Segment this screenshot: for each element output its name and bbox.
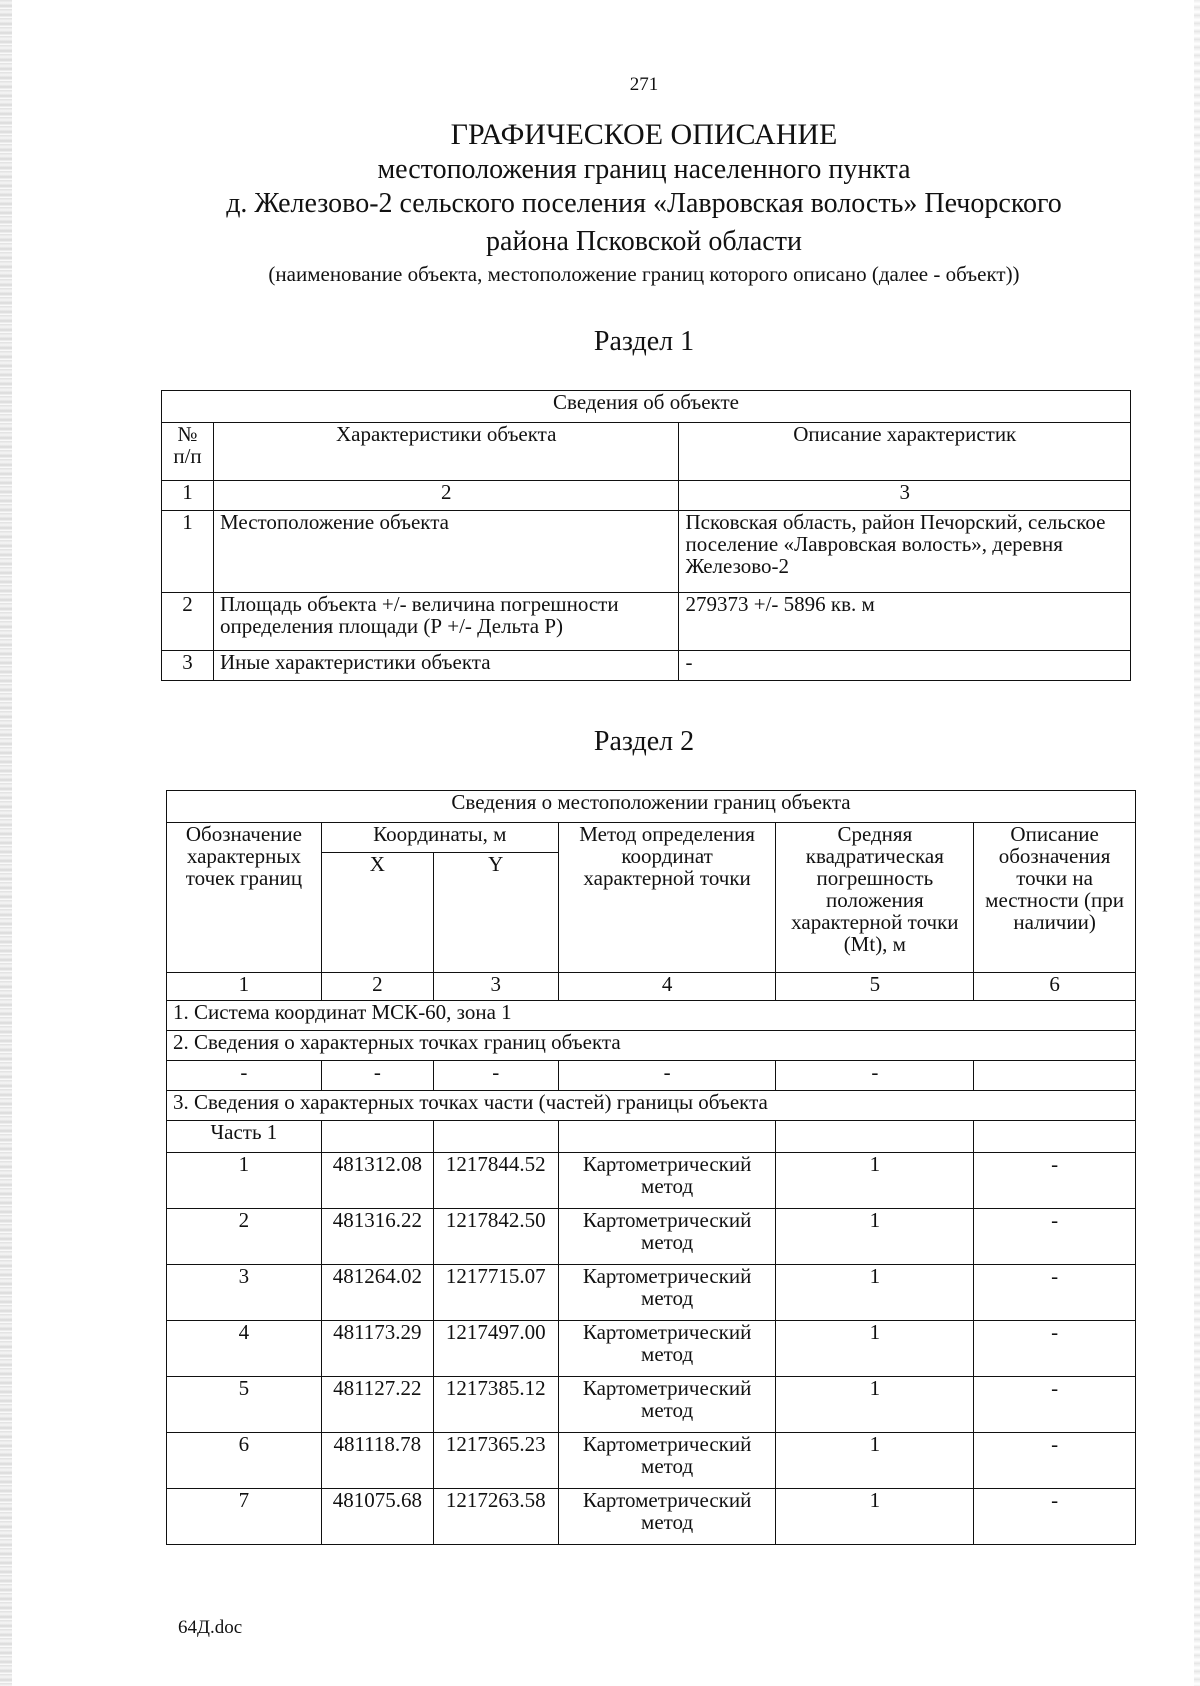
header-number: № п/п — [162, 423, 214, 481]
table-row-number: 3 — [162, 651, 214, 681]
dash-cell: - — [167, 1061, 322, 1091]
point-y: 1217497.00 — [433, 1321, 558, 1377]
point-method: Картометрический метод — [558, 1153, 776, 1209]
point-mean-error: 1 — [776, 1209, 974, 1265]
table-row-number: 1 — [162, 511, 214, 593]
point-designation: 3 — [167, 1265, 322, 1321]
header-coordinates: Координаты, м — [321, 823, 558, 853]
point-y: 1217715.07 — [433, 1265, 558, 1321]
table-row-number: 2 — [162, 593, 214, 651]
object-info-table — [161, 390, 1131, 681]
table-cell-description: - — [679, 651, 1131, 681]
point-designation: 1 — [167, 1153, 322, 1209]
point-mean-error: 1 — [776, 1153, 974, 1209]
point-y: 1217842.50 — [433, 1209, 558, 1265]
point-description: - — [974, 1209, 1136, 1265]
document-title: ГРАФИЧЕСКОЕ ОПИСАНИЕ — [450, 118, 838, 151]
table-cell-description: Псковская область, район Печорский, сельское поселение «Лавровская волость», деревня Железово-2 — [679, 511, 1131, 593]
dash-cell: - — [433, 1061, 558, 1091]
header-y: Y — [433, 853, 558, 973]
point-x: 481127.22 — [321, 1377, 433, 1433]
table-row — [167, 1265, 1136, 1321]
point-method: Картометрический метод — [558, 1209, 776, 1265]
point-designation: 5 — [167, 1377, 322, 1433]
table-cell-characteristic: Иные характеристики объекта — [213, 651, 679, 681]
col-number-2: 2 — [213, 481, 679, 511]
point-designation: 2 — [167, 1209, 322, 1265]
dash-cell: - — [776, 1061, 974, 1091]
boundary-points-table — [166, 790, 1136, 1545]
table-row — [167, 1209, 1136, 1265]
point-mean-error: 1 — [776, 1433, 974, 1489]
header-point-description: Описание обозначения точки на местности (при наличии) — [974, 823, 1136, 973]
subtitle-line-2: д. Железово-2 сельского поселения «Лавровская волость» Печорского — [226, 188, 1062, 219]
point-designation: 7 — [167, 1489, 322, 1545]
col-number-3: 3 — [679, 481, 1131, 511]
point-description: - — [974, 1433, 1136, 1489]
header-description: Описание характеристик — [679, 423, 1131, 481]
header-characteristics: Характеристики объекта — [213, 423, 679, 481]
header-point-designation: Обозначение характерных точек границ — [167, 823, 322, 973]
point-y: 1217263.58 — [433, 1489, 558, 1545]
file-name-footer: 64Д.doc — [178, 1617, 243, 1638]
subtitle-line-1: местоположения границ населенного пункта — [377, 154, 911, 185]
part-points-heading: 3. Сведения о характерных точках части (частей) границы объекта — [167, 1091, 1136, 1121]
point-y: 1217844.52 — [433, 1153, 558, 1209]
coordinate-system-row: 1. Система координат МСК-60, зона 1 — [167, 1001, 1136, 1031]
boundary-points-heading: 2. Сведения о характерных точках границ объекта — [167, 1031, 1136, 1061]
subtitle-line-3: района Псковской области — [486, 226, 802, 257]
table-row — [167, 1153, 1136, 1209]
point-x: 481118.78 — [321, 1433, 433, 1489]
point-x: 481173.29 — [321, 1321, 433, 1377]
section-1-title: Раздел 1 — [593, 326, 695, 357]
table-row — [167, 1433, 1136, 1489]
col-number-2: 2 — [321, 973, 433, 1001]
point-designation: 6 — [167, 1433, 322, 1489]
point-description: - — [974, 1321, 1136, 1377]
point-y: 1217365.23 — [433, 1433, 558, 1489]
header-method: Метод определения координат характерной точки — [558, 823, 776, 973]
point-mean-error: 1 — [776, 1377, 974, 1433]
point-x: 481316.22 — [321, 1209, 433, 1265]
point-y: 1217385.12 — [433, 1377, 558, 1433]
table-row — [167, 1377, 1136, 1433]
table-cell-description: 279373 +/- 5896 кв. м — [679, 593, 1131, 651]
table-cell-characteristic: Местоположение объекта — [213, 511, 679, 593]
point-x: 481075.68 — [321, 1489, 433, 1545]
dash-cell — [974, 1061, 1136, 1091]
object-info-table-title: Сведения об объекте — [162, 391, 1131, 423]
col-number-1: 1 — [162, 481, 214, 511]
col-number-6: 6 — [974, 973, 1136, 1001]
dash-cell: - — [558, 1061, 776, 1091]
point-x: 481312.08 — [321, 1153, 433, 1209]
point-designation: 4 — [167, 1321, 322, 1377]
col-number-5: 5 — [776, 973, 974, 1001]
col-number-3: 3 — [433, 973, 558, 1001]
point-description: - — [974, 1377, 1136, 1433]
table-row — [167, 1321, 1136, 1377]
header-mean-error: Средняя квадратическая погрешность положения характерной точки (Mt), м — [776, 823, 974, 973]
point-description: - — [974, 1265, 1136, 1321]
point-mean-error: 1 — [776, 1265, 974, 1321]
point-mean-error: 1 — [776, 1489, 974, 1545]
point-method: Картометрический метод — [558, 1265, 776, 1321]
point-x: 481264.02 — [321, 1265, 433, 1321]
table-row — [167, 1489, 1136, 1545]
col-number-1: 1 — [167, 973, 322, 1001]
dash-cell: - — [321, 1061, 433, 1091]
header-x: X — [321, 853, 433, 973]
point-method: Картометрический метод — [558, 1433, 776, 1489]
table-cell-characteristic: Площадь объекта +/- величина погрешности определения площади (Р +/- Дельта Р) — [213, 593, 679, 651]
page-number: 271 — [629, 74, 659, 95]
col-number-4: 4 — [558, 973, 776, 1001]
point-description: - — [974, 1153, 1136, 1209]
point-description: - — [974, 1489, 1136, 1545]
part-label: Часть 1 — [167, 1121, 322, 1153]
point-method: Картометрический метод — [558, 1377, 776, 1433]
point-method: Картометрический метод — [558, 1489, 776, 1545]
title-caption: (наименование объекта, местоположение границ которого описано (далее - объект)) — [268, 262, 1020, 286]
point-mean-error: 1 — [776, 1321, 974, 1377]
section-2-title: Раздел 2 — [593, 726, 695, 757]
boundary-table-title: Сведения о местоположении границ объекта — [167, 791, 1136, 823]
point-method: Картометрический метод — [558, 1321, 776, 1377]
